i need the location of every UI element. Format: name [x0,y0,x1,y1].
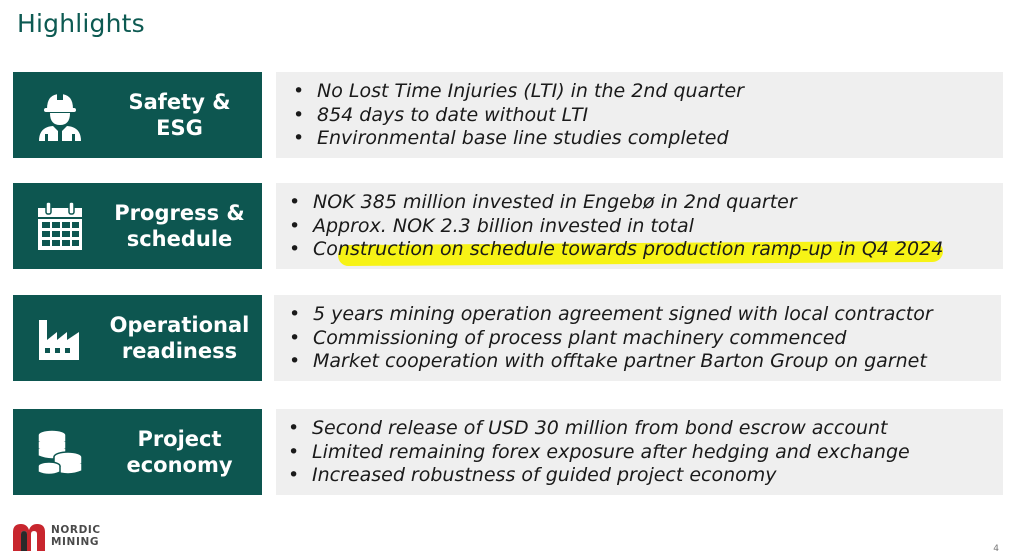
page-number: 4 [993,544,999,554]
bullet-prefix: Co [313,238,338,260]
factory-icon [35,312,85,364]
bullet-list [285,417,997,488]
highlighted-text: nstruction on schedule towards production ramp-up in Q4 2024 [338,238,943,262]
section-label-box [13,409,262,495]
bullet-item: • Second release of USD 30 million from bond escrow account [285,417,997,441]
section-label: Operational readiness [109,313,250,363]
logo-mark-icon [11,522,47,552]
section-label-box [13,295,262,381]
bullet-item-highlighted [286,238,997,262]
bullet-list [286,303,995,374]
section-safety-esg [0,72,1021,160]
bullet-list [290,80,997,151]
bullet-item: • Environmental base line studies completed [290,127,997,151]
page-title: Highlights [17,9,145,38]
worker-icon [35,89,85,141]
section-label: Safety & ESG [128,90,231,140]
section-label-box [13,72,262,158]
bullet-item: • 5 years mining operation agreement signed with local contractor [286,303,995,327]
bullet-list [286,191,997,262]
section-label: Progress & schedule [114,201,245,251]
calendar-icon [35,200,85,252]
bullet-item: • 854 days to date without LTI [290,104,997,128]
logo-wordmark: NORDIC MINING [51,524,101,548]
bullet-item: • Approx. NOK 2.3 billion invested in total [286,215,997,239]
section-content [276,183,1003,269]
bullet-item: • No Lost Time Injuries (LTI) in the 2nd quarter [290,80,997,104]
section-content [276,72,1003,158]
bullet-item: • Limited remaining forex exposure after hedging and exchange [285,441,997,465]
coins-icon [35,426,85,478]
bullet-item: • Commissioning of process plant machinery commenced [286,327,995,351]
section-progress-schedule [0,183,1021,271]
bullet-item: • NOK 385 million invested in Engebø in 2nd quarter [286,191,997,215]
section-label: Project economy [126,427,233,477]
section-project-economy [0,409,1021,497]
section-label-box [13,183,262,269]
bullet-item: • Increased robustness of guided project economy [285,464,997,488]
section-operational-readiness [0,295,1021,383]
bullet-item: • Market cooperation with offtake partner Barton Group on garnet [286,350,995,374]
section-content [276,409,1003,495]
nordic-mining-logo [11,522,101,552]
section-content [274,295,1001,381]
